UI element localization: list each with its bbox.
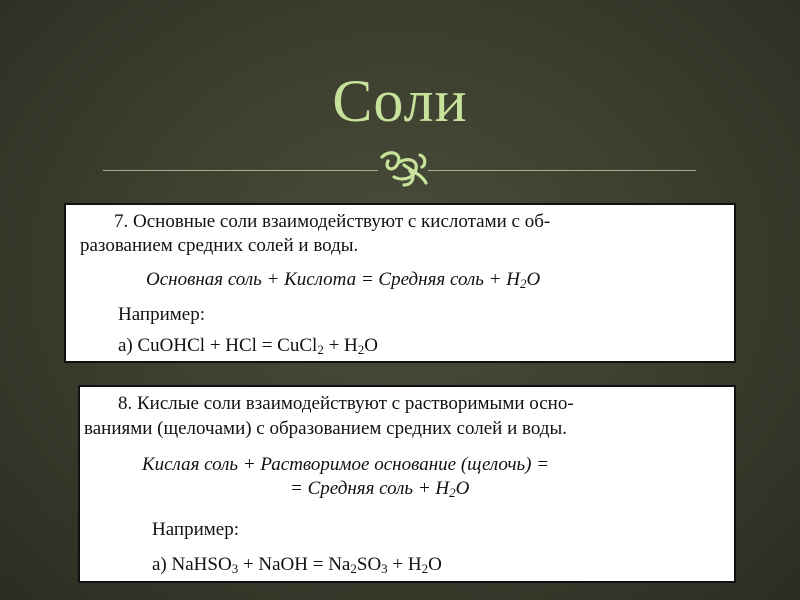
formula-text: O	[455, 478, 470, 499]
rule-8-heading-line-2: ваниями (щелочами) с образованием средних солей и воды.	[84, 418, 567, 439]
subscript: 2	[449, 485, 456, 500]
rule-8-example-equation	[152, 553, 442, 577]
formula-text: Основная соль + Кислота = Средняя соль + H	[146, 269, 520, 290]
formula-text: = Средняя соль + H	[290, 478, 450, 499]
rule-7-example-equation	[118, 334, 378, 358]
slide-title: Соли	[332, 68, 468, 134]
rule-7-example-label: Например:	[118, 304, 205, 325]
rule-7-formula	[146, 268, 540, 292]
equation-text: + NaOH = Na	[238, 554, 351, 575]
equation-text: а) NaHSO	[152, 554, 232, 575]
subscript: 3	[381, 561, 388, 576]
rule-7-panel	[64, 203, 736, 363]
subscript: 2	[519, 276, 527, 291]
divider-right	[428, 170, 696, 171]
rule-8-example-label: Например:	[152, 519, 239, 540]
rule-8-heading-line-1: 8. Кислые соли взаимодействуют с растворимыми осно-	[118, 393, 574, 414]
fleuron-ornament-icon	[376, 147, 432, 187]
rule-8-formula-line-1: Кислая соль + Растворимое основание (щелочь) =	[142, 454, 550, 475]
rule-8-panel	[78, 385, 736, 583]
subscript: 2	[350, 561, 357, 576]
equation-text: O	[364, 335, 378, 356]
equation-text: + H	[387, 554, 422, 575]
rule-7-heading-line-1: 7. Основные соли взаимодействуют с кислотами с об-	[114, 211, 551, 232]
equation-text: + H	[323, 335, 358, 356]
subscript: 2	[317, 342, 324, 357]
subscript: 2	[421, 561, 429, 576]
rule-7-heading-line-2: разованием средних солей и воды.	[80, 235, 359, 256]
subscript: 3	[231, 561, 239, 576]
formula-text: O	[526, 269, 541, 290]
rule-8-formula-line-2	[290, 477, 469, 501]
equation-text: SO	[356, 554, 382, 575]
divider-left	[103, 170, 378, 171]
subscript: 2	[357, 342, 365, 357]
equation-text: а) CuOHCl + HCl = CuCl	[118, 335, 318, 356]
equation-text: O	[428, 554, 442, 575]
